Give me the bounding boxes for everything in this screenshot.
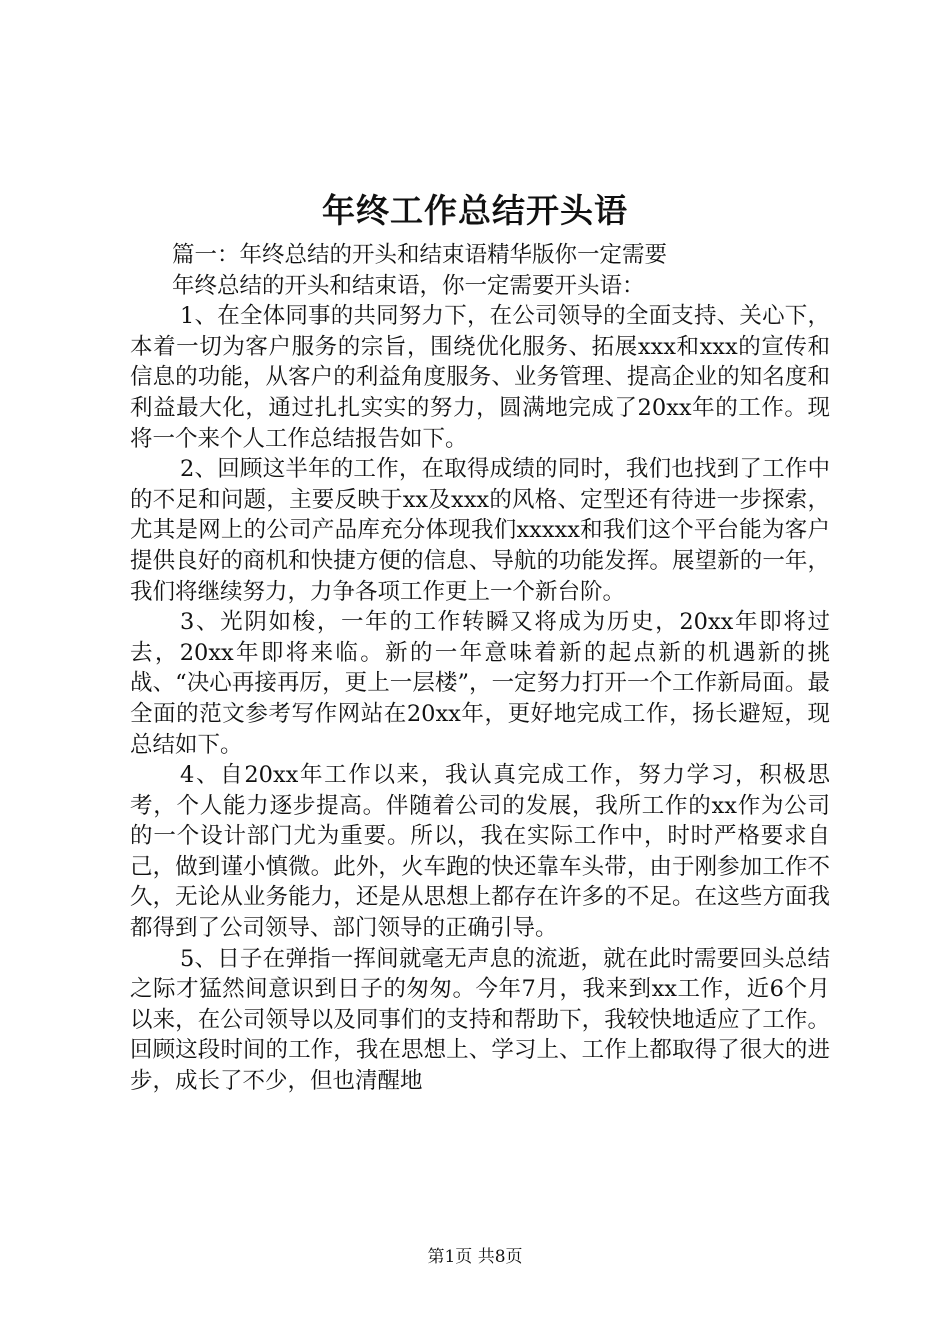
paragraph: 2、回顾这半年的工作，在取得成绩的同时，我们也找到了工作中的不足和问题，主要反映于xx及xxx的风格、定型还有待进一步探索，尤其是网上的公司产品库充分体现我们xxxxx和我们这个平台能为客户提供良好的商机和快捷方便的信息、导航的功能发挥。展望新的一年，我们将继续努力，力争各项工作更上一个新台阶。 [130,456,830,605]
intro-line: 篇一：年终总结的开头和结束语精华版你一定需要 [172,242,668,268]
page-number-footer: 第1页 共8页 [427,1247,523,1267]
document-body [130,240,830,1097]
paragraph: 4、自20xx年工作以来，我认真完成工作，努力学习，积极思考，个人能力逐步提高。伴随着公司的发展，我所工作的xx作为公司的一个设计部门尤为重要。所以，我在实际工作中，时时严格要求自己，做到谨小慎微。此外，火车跑的快还靠车头带，由于刚参加工作不久，无论从业务能力，还是从思想上都存在许多的不足。在这些方面我都得到了公司领导、部门领导的正确引导。 [130,762,830,942]
paragraph: 5、日子在弹指一挥间就毫无声息的流逝，就在此时需要回头总结之际才猛然间意识到日子的匆匆。今年7月，我来到xx工作，近6个月以来，在公司领导以及同事们的支持和帮助下，我较快地适应了工作。回顾这段时间的工作，我在思想上、学习上、工作上都取得了很大的进步，成长了不少，但也清醒地 [130,945,830,1095]
paragraph: 1、在全体同事的共同努力下，在公司领导的全面支持、关心下，本着一切为客户服务的宗旨，围绕优化服务、拓展xxx和xxx的宣传和信息的功能，从客户的利益角度服务、业务管理、提高企业的知名度和利益最大化，通过扎扎实实的努力，圆满地完成了20xx年的工作。现将一个来个人工作总结报告如下。 [130,303,830,452]
paragraph: 3、光阴如梭，一年的工作转瞬又将成为历史，20xx年即将过去，20xx年即将来临。新的一年意味着新的起点新的机遇新的挑战、“决心再接再厉，更上一层楼”，一定努力打开一个工作新局面。最全面的范文参考写作网站在20xx年，更好地完成工作，扬长避短，现总结如下。 [130,609,830,758]
document-title: 年终工作总结开头语 [322,191,628,230]
intro-line: 年终总结的开头和结束语，你一定需要开头语： [172,272,645,299]
